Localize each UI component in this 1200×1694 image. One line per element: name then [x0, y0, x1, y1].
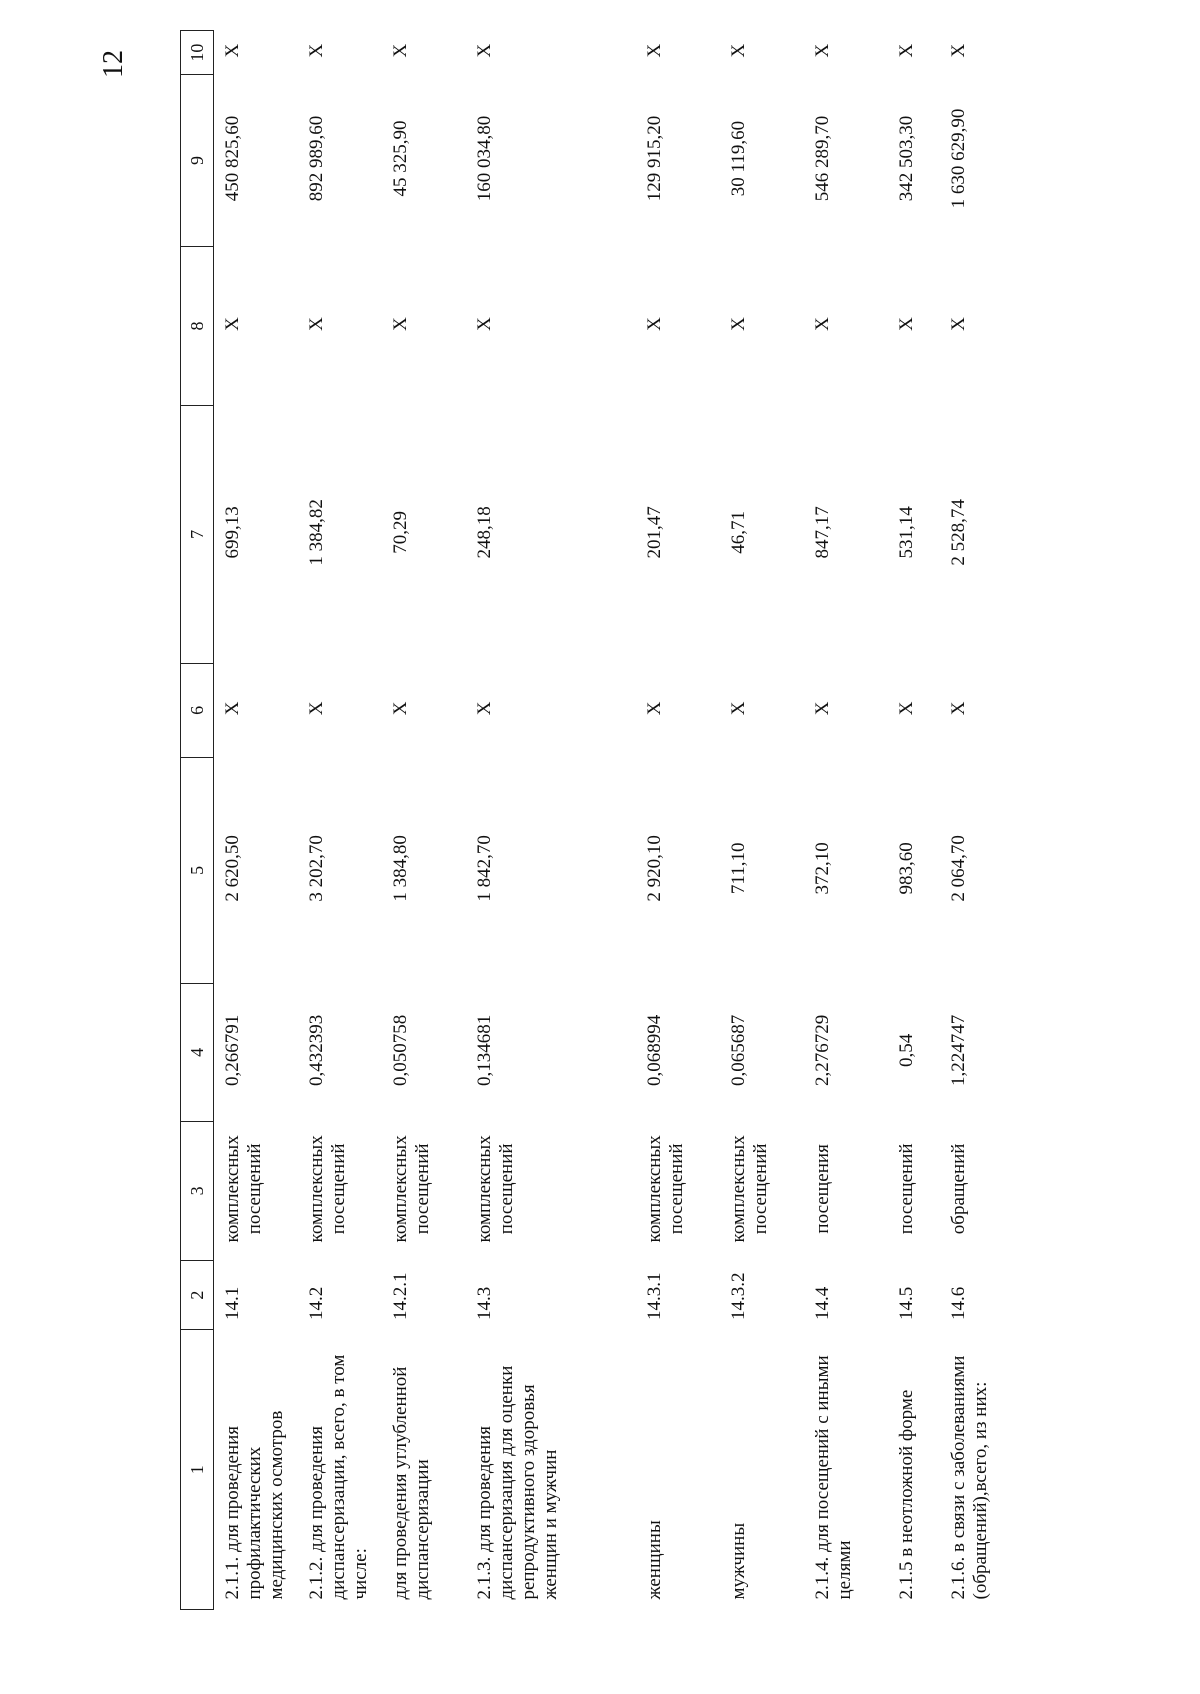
row-c7: 248,18: [473, 506, 495, 559]
row-c5: 2 064,70: [947, 835, 969, 902]
row-c4: 0,432393: [305, 1014, 327, 1086]
row-unit: комплексных посещений: [222, 1135, 265, 1243]
col-header-7: 7: [181, 406, 214, 663]
row-c4: 1,224747: [947, 1014, 969, 1086]
row-c4: 2,276729: [811, 1014, 833, 1086]
row-c4: 0,065687: [727, 1014, 749, 1086]
row-c5: 3 202,70: [305, 835, 327, 902]
row-unit: посещения: [811, 1144, 833, 1234]
row-c10: Х: [473, 43, 495, 58]
row-code: 14.2.1: [389, 1272, 411, 1320]
row-c6: Х: [305, 701, 327, 716]
row-c8: Х: [895, 317, 917, 331]
row-c8: Х: [222, 317, 243, 331]
row-name: 2.1.6. в связи с заболеваниями (обращений),всего, из них:: [947, 1355, 991, 1600]
header-row: [181, 31, 214, 1610]
row-name: 2.1.2. для проведения диспансеризации, всего, в том числе:: [305, 1354, 371, 1600]
table-row: [298, 31, 382, 1610]
row-name: мужчины: [727, 1522, 749, 1600]
row-code: 14.6: [947, 1286, 969, 1320]
row-c5: 2 620,50: [222, 835, 243, 902]
row-c5: 711,10: [727, 842, 749, 895]
row-c6: Х: [222, 701, 243, 716]
row-name: женщины: [643, 1520, 665, 1600]
col-header-5: 5: [181, 758, 214, 984]
row-c4: 0,266791: [222, 1014, 243, 1086]
table-row: [888, 31, 940, 1610]
col-header-6: 6: [181, 663, 214, 757]
row-c7: 1 384,82: [305, 499, 327, 566]
row-c9: 30 119,60: [727, 120, 749, 197]
row-name: 2.1.1. для проведения профилактических медицинских осмотров: [222, 1410, 287, 1600]
row-c6: Х: [389, 701, 411, 716]
row-c4: 0,54: [895, 1033, 917, 1067]
row-code: 14.3.2: [727, 1272, 749, 1320]
row-c8: Х: [389, 317, 411, 331]
row-c8: Х: [643, 317, 665, 331]
row-c7: 201,47: [643, 506, 665, 559]
rotated-table-frame: [180, 30, 991, 1610]
row-c5: 1 842,70: [473, 835, 495, 902]
row-name: 2.1.3. для проведения диспансеризация для оценки репродуктивного здоровья женщин и мужчин: [473, 1365, 561, 1600]
row-c7: 46,71: [727, 511, 749, 554]
page-number: 12: [98, 50, 129, 78]
row-name: 2.1.5 в неотложной форме: [895, 1389, 917, 1600]
row-c10: Х: [895, 43, 917, 58]
row-c8: Х: [305, 317, 327, 331]
row-c6: Х: [947, 701, 969, 716]
table-row: [804, 31, 888, 1610]
row-c6: Х: [643, 701, 665, 716]
row-c10: Х: [389, 43, 411, 58]
row-c7: 847,17: [811, 506, 833, 559]
row-unit: посещений: [895, 1143, 917, 1235]
row-c10: Х: [811, 43, 833, 58]
table-row: [940, 31, 1024, 1610]
row-c10: Х: [947, 43, 969, 58]
row-c7: 699,13: [222, 506, 243, 559]
row-c9: 342 503,30: [895, 115, 917, 202]
row-unit: обращений: [947, 1143, 969, 1235]
row-unit: комплексных посещений: [389, 1135, 433, 1243]
row-code: 14.2: [305, 1286, 327, 1320]
row-unit: комплексных посещений: [305, 1135, 349, 1243]
col-header-8: 8: [181, 246, 214, 405]
row-unit: комплексных посещений: [473, 1135, 517, 1243]
row-c6: Х: [473, 701, 495, 716]
row-c9: 160 034,80: [473, 115, 495, 202]
row-c8: Х: [473, 317, 495, 331]
row-c4: 0,050758: [389, 1014, 411, 1086]
row-c9: 129 915,20: [643, 115, 665, 202]
table-row: [720, 31, 804, 1610]
table-row: [382, 31, 466, 1610]
row-c8: Х: [947, 317, 969, 331]
row-c10: Х: [643, 43, 665, 58]
col-header-9: 9: [181, 75, 214, 247]
col-header-2: 2: [181, 1260, 214, 1330]
row-c6: Х: [727, 701, 749, 716]
row-c5: 983,60: [895, 842, 917, 895]
col-header-10: 10: [181, 31, 214, 75]
row-unit: комплексных посещений: [643, 1135, 687, 1243]
row-c6: Х: [811, 701, 833, 716]
row-c7: 2 528,74: [947, 499, 969, 566]
row-name: для проведения углубленной диспансеризации: [389, 1366, 433, 1600]
row-c9: 546 289,70: [811, 115, 833, 202]
row-code: 14.5: [895, 1286, 917, 1320]
row-code: 14.3.1: [643, 1272, 665, 1320]
row-c4: 0,134681: [473, 1014, 495, 1086]
data-table: [180, 30, 1024, 1610]
row-name: 2.1.4. для посещений с иными целями: [811, 1355, 855, 1600]
col-header-1: 1: [181, 1330, 214, 1610]
row-c10: Х: [727, 43, 749, 58]
row-code: 14.4: [811, 1286, 833, 1320]
row-c7: 531,14: [895, 506, 917, 559]
row-c10: Х: [222, 43, 243, 58]
row-unit: комплексных посещений: [727, 1135, 771, 1243]
row-c8: Х: [727, 317, 749, 331]
row-c9: 45 325,90: [389, 120, 411, 197]
col-header-3: 3: [181, 1122, 214, 1261]
row-c4: 0,068994: [643, 1014, 665, 1086]
row-code: 14.3: [473, 1286, 495, 1320]
table-row: [636, 31, 720, 1610]
table-row: [214, 31, 298, 1610]
row-c7: 70,29: [389, 511, 411, 554]
row-code: 14.1: [222, 1286, 243, 1320]
col-header-4: 4: [181, 983, 214, 1122]
row-c8: Х: [811, 317, 833, 331]
row-c9: 892 989,60: [305, 115, 327, 202]
row-c9: 1 630 629,90: [947, 108, 969, 209]
table-row: [466, 31, 636, 1610]
row-c5: 1 384,80: [389, 835, 411, 902]
row-c10: Х: [305, 43, 327, 58]
row-c9: 450 825,60: [222, 115, 243, 202]
row-c5: 2 920,10: [643, 835, 665, 902]
row-c6: Х: [895, 701, 917, 716]
row-c5: 372,10: [811, 842, 833, 895]
